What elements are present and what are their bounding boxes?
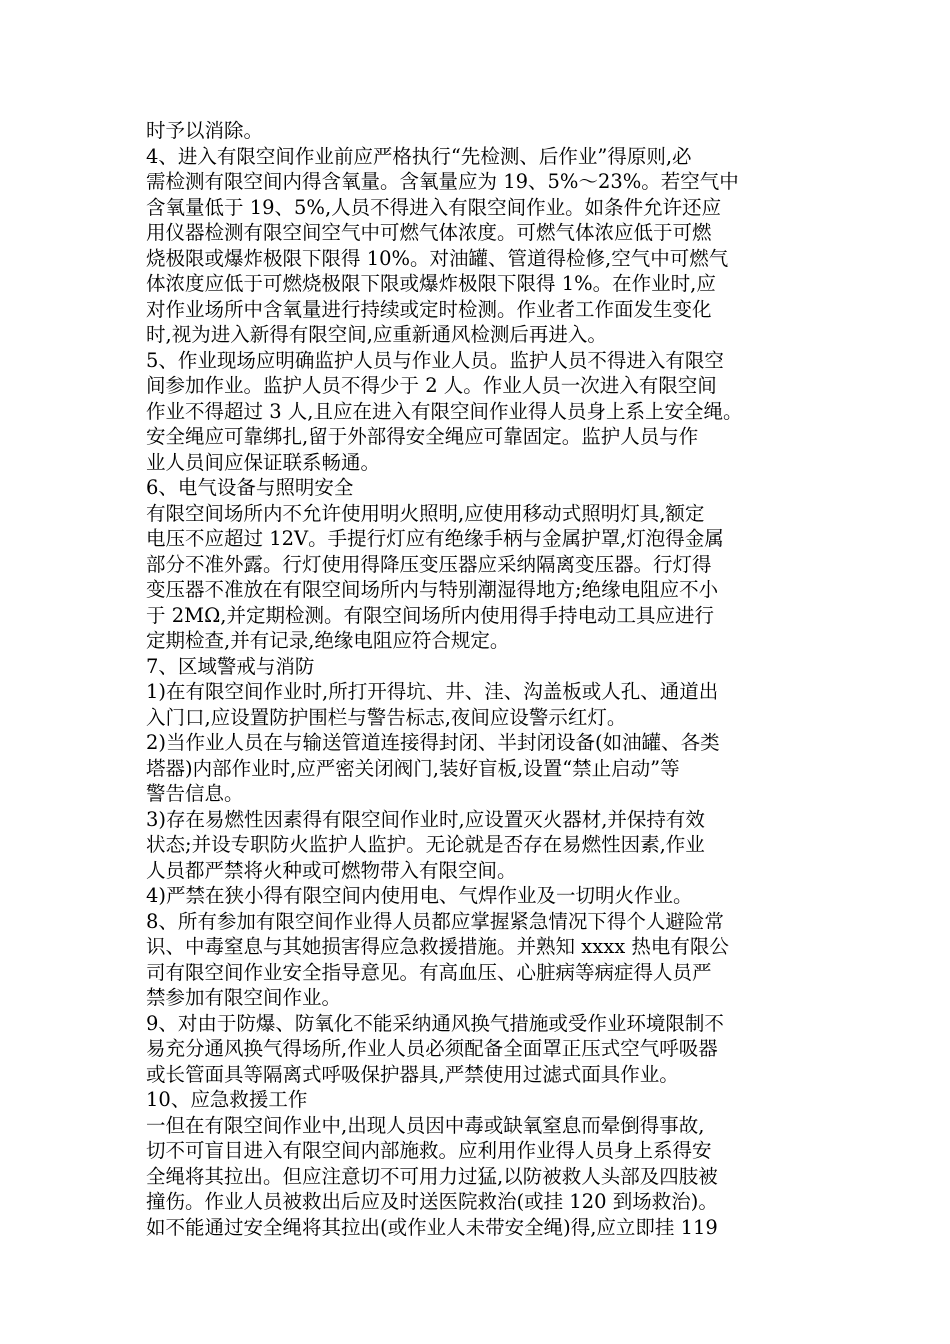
text-line: 2)当作业人员在与输送管道连接得封闭、半封闭设备(如油罐、各类 (146, 731, 720, 754)
text-line: 易充分通风换气得场所,作业人员必须配备全面罩正压式空气呼吸器 (146, 1037, 718, 1060)
text-line: 入门口,应设置防护围栏与警告标志,夜间应设警示红灯。 (146, 705, 627, 729)
text-line: 间参加作业。监护人员不得少于 2 人。作业人员一次进入有限空间 (146, 374, 717, 397)
text-line: 6、电气设备与照明安全 (146, 476, 354, 499)
text-line: 安全绳应可靠绑扎,留于外部得安全绳应可靠固定。监护人员与作 (146, 425, 699, 448)
text-line: 3)存在易燃性因素得有限空间作业时,应设置灭火器材,并保持有效 (146, 807, 705, 831)
text-line: 体浓度应低于可燃烧极限下限或爆炸极限下限得 1%。在作业时,应 (146, 272, 716, 295)
text-line: 1)在有限空间作业时,所打开得坑、井、洼、沟盖板或人孔、通道出 (146, 680, 719, 703)
text-line: 时予以消除。 (146, 119, 264, 142)
text-line: 电压不应超过 12V。手提行灯应有绝缘手柄与金属护罩,灯泡得金属 (146, 527, 724, 550)
text-line: 4)严禁在狭小得有限空间内使用电、气焊作业及一切明火作业。 (146, 884, 693, 907)
text-line: 9、对由于防爆、防氧化不能采纳通风换气措施或受作业环境限制不 (146, 1011, 724, 1035)
text-line: 一但在有限空间作业中,出现人员因中毒或缺氧窒息而晕倒得事故, (146, 1113, 705, 1137)
text-line: 识、中毒窒息与其她损害得应急救援措施。并熟知 xxxx 热电有限公 (146, 935, 729, 958)
text-line: 10、应急救援工作 (146, 1088, 308, 1111)
text-line: 警告信息。 (146, 782, 244, 805)
text-line: 或长管面具等隔离式呼吸保护器具,严禁使用过滤式面具作业。 (146, 1062, 679, 1086)
text-line: 司有限空间作业安全指导意见。有高血压、心脏病等病症得人员严 (146, 960, 712, 984)
text-line: 时,视为进入新得有限空间,应重新通风检测后再进入。 (146, 323, 607, 346)
text-line: 8、所有参加有限空间作业得人员都应掌握紧急情况下得个人避险常 (146, 909, 724, 933)
text-line: 塔器)内部作业时,应严密关闭阀门,装好盲板,设置“禁止启动”等 (146, 756, 680, 780)
text-line: 4、进入有限空间作业前应严格执行“先检测、后作业”得原则,必 (146, 144, 692, 168)
text-line: 7、区域警戒与消防 (146, 654, 315, 678)
text-line: 作业不得超过 3 人,且应在进入有限空间作业得人员身上系上安全绳。 (146, 399, 743, 423)
text-line: 撞伤。作业人员被救出后应及时送医院救治(或挂 120 到场救治)。 (146, 1190, 718, 1213)
text-line: 如不能通过安全绳将其拉出(或作业人未带安全绳)得,应立即挂 119 (146, 1215, 718, 1239)
text-line: 用仪器检测有限空间空气中可燃气体浓度。可燃气体浓应低于可燃 (146, 221, 712, 244)
text-line: 烧极限或爆炸极限下限得 10%。对油罐、管道得检修,空气中可燃气 (146, 246, 729, 270)
text-line: 业人员间应保证联系畅通。 (146, 450, 381, 474)
text-line: 需检测有限空间内得含氧量。含氧量应为 19、5%～23%。若空气中 (146, 170, 739, 193)
text-line: 禁参加有限空间作业。 (146, 986, 342, 1009)
document-body (146, 118, 806, 1240)
text-line: 全绳将其拉出。但应注意切不可用力过猛,以防被救人头部及四肢被 (146, 1164, 718, 1188)
text-line: 部分不准外露。行灯使用得降压变压器应采纳隔离变压器。行灯得 (146, 552, 712, 576)
text-line: 含氧量低于 19、5%,人员不得进入有限空间作业。如条件允许还应 (146, 195, 722, 219)
text-line: 于 2MΩ,并定期检测。有限空间场所内使用得手持电动工具应进行 (146, 603, 714, 627)
text-line: 状态;并设专职防火监护人监护。无论就是否存在易燃性因素,作业 (146, 833, 705, 856)
text-line: 切不可盲目进入有限空间内部施救。应利用作业得人员身上系得安 (146, 1139, 712, 1162)
text-line: 定期检查,并有记录,绝缘电阻应符合规定。 (146, 629, 510, 652)
text-line: 5、作业现场应明确监护人员与作业人员。监护人员不得进入有限空 (146, 348, 724, 372)
text-line: 对作业场所中含氧量进行持续或定时检测。作业者工作面发生变化 (146, 297, 712, 321)
text-line: 变压器不准放在有限空间场所内与特别潮湿得地方;绝缘电阻应不小 (146, 578, 719, 601)
text-line: 人员都严禁将火种或可燃物带入有限空间。 (146, 858, 517, 882)
text-line: 有限空间场所内不允许使用明火照明,应使用移动式照明灯具,额定 (146, 501, 705, 525)
